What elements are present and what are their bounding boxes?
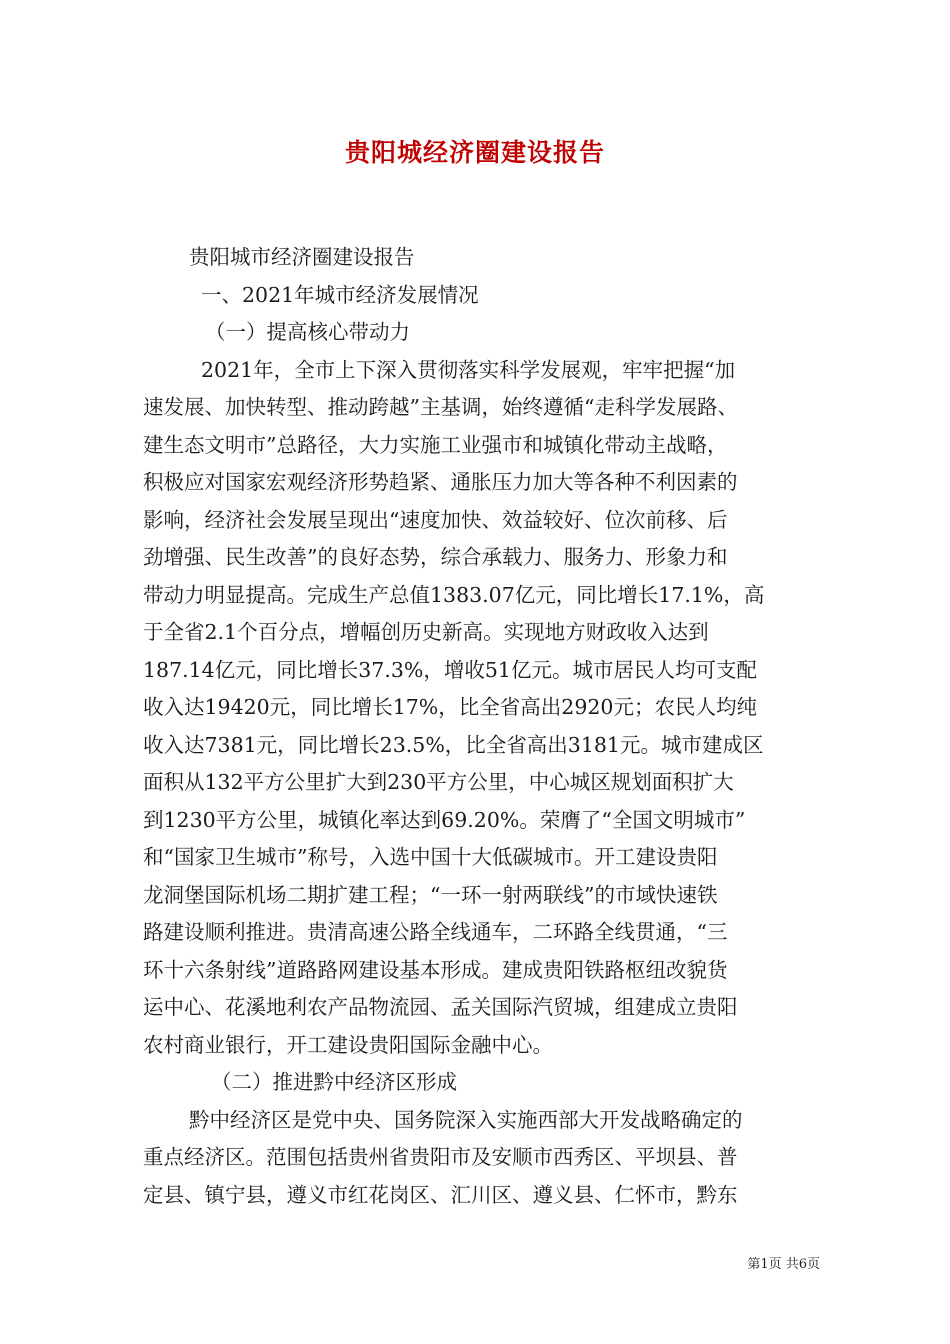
page-number-footer: 第1页 共6页	[747, 1257, 820, 1272]
body-line: 建生态文明市”总路径，大力实施工业强市和城镇化带动主战略，	[143, 432, 728, 457]
body-line: 影响，经济社会发展呈现出“速度加快、效益较好、位次前移、后	[143, 507, 728, 532]
body-line: 速发展、加快转型、推动跨越”主基调，始终遵循“走科学发展路、	[143, 395, 738, 419]
body-line: （一）提高核心带动力	[205, 320, 410, 344]
body-line: 劲增强、民生改善”的良好态势，综合承载力、服务力、形象力和	[143, 545, 728, 569]
body-line: 带动力明显提高。完成生产总值1383.07亿元，同比增长17.1%，高	[143, 582, 765, 607]
body-line: 积极应对国家宏观经济形势趋紧、通胀压力加大等各种不利因素的	[143, 470, 738, 494]
body-line: 运中心、花溪地利农产品物流园、孟关国际汽贸城，组建成立贵阳	[143, 995, 738, 1019]
body-line: 和“国家卫生城市”称号，入选中国十大低碳城市。开工建设贵阳	[143, 845, 718, 869]
body-line: 2021年，全市上下深入贯彻落实科学发展观，牢牢把握“加	[201, 357, 736, 382]
body-line: 黔中经济区是党中央、国务院深入实施西部大开发战略确定的	[189, 1107, 743, 1132]
body-line: 一、2021年城市经济发展情况	[201, 282, 479, 307]
body-line: 环十六条射线”道路路网建设基本形成。建成贵阳铁路枢纽改貌货	[143, 957, 728, 982]
body-line: 收入达7381元，同比增长23.5%，比全省高出3181元。城市建成区	[143, 732, 764, 757]
document-body	[143, 239, 813, 1214]
body-line: 贵阳城市经济圈建设报告	[189, 245, 415, 269]
body-line: 面积从132平方公里扩大到230平方公里，中心城区规划面积扩大	[143, 770, 734, 794]
body-line: （二）推进黔中经济区形成	[211, 1070, 457, 1094]
body-line: 农村商业银行，开工建设贵阳国际金融中心。	[143, 1032, 553, 1057]
body-line: 187.14亿元，同比增长37.3%，增收51亿元。城市居民人均可支配	[143, 657, 757, 682]
document-title: 贵阳城经济圈建设报告	[344, 138, 605, 167]
body-line: 定县、镇宁县，遵义市红花岗区、汇川区、遵义县、仁怀市，黔东	[143, 1182, 738, 1207]
body-line: 于全省2.1个百分点，增幅创历史新高。实现地方财政收入达到	[143, 620, 709, 644]
body-line: 龙洞堡国际机场二期扩建工程；“一环一射两联线”的市域快速铁	[143, 882, 718, 907]
body-line: 路建设顺利推进。贵清高速公路全线通车，二环路全线贯通，“三	[143, 920, 728, 944]
body-line: 到1230平方公里，城镇化率达到69.20%。荣膺了“全国文明城市”	[143, 807, 746, 832]
body-line: 收入达19420元，同比增长17%，比全省高出2920元；农民人均纯	[143, 695, 757, 719]
body-line: 重点经济区。范围包括贵州省贵阳市及安顺市西秀区、平坝县、普	[143, 1145, 738, 1169]
